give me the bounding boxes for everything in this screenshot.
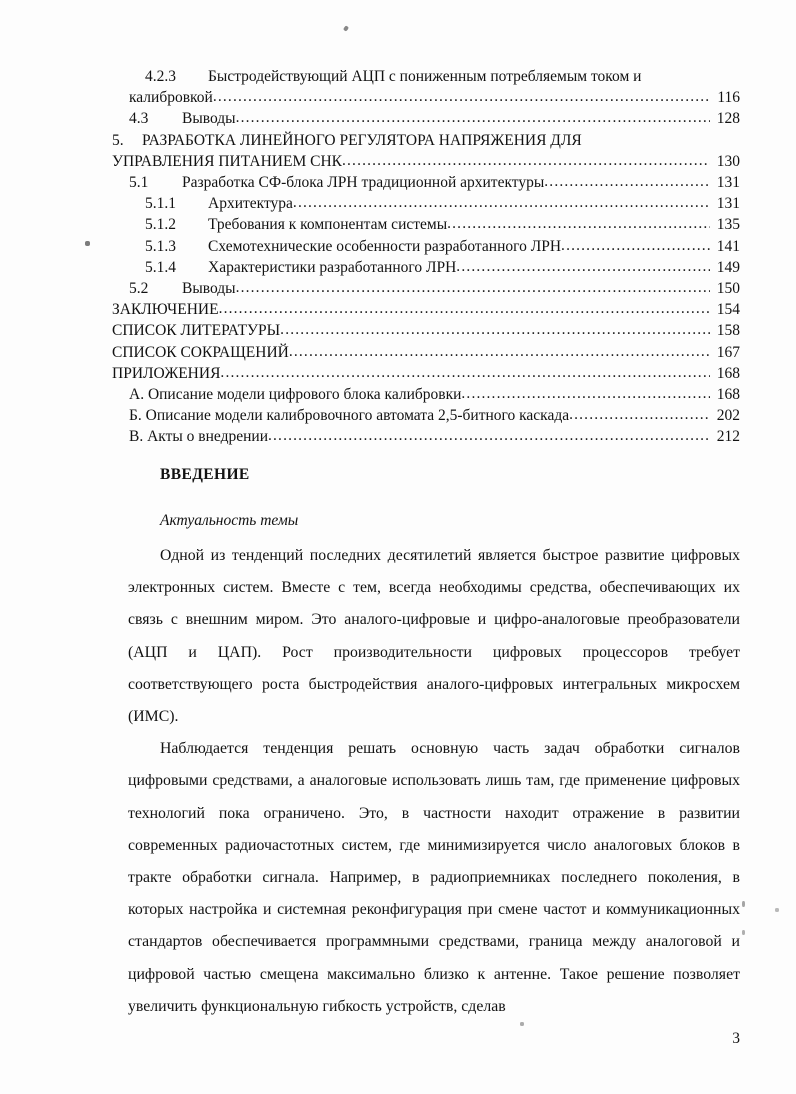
toc-entry-title: ПРИЛОЖЕНИЯ: [112, 364, 221, 382]
toc-entry[interactable]: [112, 66, 740, 87]
toc-entry-title: Характеристики разработанного ЛРН: [208, 258, 457, 276]
toc-entry-number: 5.1.3: [145, 237, 176, 255]
body-text: [128, 540, 740, 1023]
toc-entry-title: РАЗРАБОТКА ЛИНЕЙНОГО РЕГУЛЯТОРА НАПРЯЖЕНИЯ ДЛЯ: [142, 131, 582, 149]
toc-entry-title: Б. Описание модели калибровочного автомата 2,5-битного каскада: [129, 407, 570, 425]
subheading-relevance: Актуальность темы: [160, 512, 299, 529]
toc-entry-title: СПИСОК СОКРАЩЕНИЙ: [112, 343, 289, 361]
toc-leader-dots: [219, 298, 710, 319]
toc-entry-title: Схемотехнические особенности разработанного ЛРН: [208, 237, 562, 255]
toc-leader-dots: [280, 319, 710, 340]
toc-entry-title: СПИСОК ЛИТЕРАТУРЫ: [112, 322, 281, 340]
toc-leader-dots: [447, 213, 710, 234]
scan-speck: [85, 241, 90, 246]
section-heading-introduction: ВВЕДЕНИЕ: [160, 466, 250, 483]
toc-entry-title: УПРАВЛЕНИЯ ПИТАНИЕМ СНК: [112, 152, 342, 170]
scan-speck: [520, 1022, 524, 1026]
toc-entry-title: Выводы: [182, 280, 236, 298]
toc-leader-dots: [213, 86, 710, 107]
toc-leader-dots: [342, 150, 710, 171]
page-number: 3: [732, 1030, 740, 1047]
toc-page-number: 130: [716, 152, 740, 170]
toc-page-number: 150: [716, 280, 740, 298]
toc-entry[interactable]: [112, 363, 740, 384]
toc-entry-title: Выводы: [182, 110, 236, 128]
toc-entry-number: 5.1.4: [145, 258, 176, 276]
toc-entry-number: 4.2.3: [145, 68, 176, 85]
toc-entry-title: Требования к компонентам системы: [208, 216, 448, 234]
table-of-contents: [112, 66, 740, 448]
toc-entry-number: 5.2: [129, 280, 149, 298]
toc-entry-number: 5.: [112, 131, 124, 149]
toc-leader-dots: [236, 277, 710, 298]
toc-page-number: 141: [716, 237, 740, 255]
toc-leader-dots: [289, 341, 710, 362]
toc-entry-continuation[interactable]: [112, 87, 740, 108]
toc-entry[interactable]: [112, 214, 740, 235]
toc-page-number: 131: [716, 195, 740, 213]
toc-page-number: 154: [716, 301, 740, 319]
toc-entry[interactable]: [112, 172, 740, 193]
scan-speck: [742, 901, 745, 907]
toc-entry[interactable]: [112, 405, 740, 426]
toc-entry[interactable]: [112, 320, 740, 341]
body-paragraph: Наблюдается тенденция решать основную часть задач обработки сигналов цифровыми средствами, а аналоговые использовать лишь там, где применение цифровых технологий пока ограничено. Это, в частности находит отражение в развитии современных радиочастотных систем, где минимизируется число аналоговых блоков в тракте обработки сигнала. Например, в радиоприемниках последнего поколения, в которых настройка и системная реконфигурация при смене частот и коммуникационных стандартов обеспечивается программными средствами, граница между аналоговой и цифровой частью смещена максимально близко к антенне. Такое решение позволяет увеличить функциональную гибкость устройств, сделав: [128, 740, 740, 1015]
toc-page-number: 116: [717, 89, 740, 107]
toc-entry[interactable]: [112, 108, 740, 129]
toc-page-number: 131: [716, 174, 740, 192]
toc-entry[interactable]: [112, 384, 740, 405]
toc-entry-title: А. Описание модели цифрового блока калибровки: [129, 386, 462, 404]
toc-entry[interactable]: [112, 278, 740, 299]
toc-leader-dots: [544, 171, 710, 192]
scan-speck: [775, 908, 779, 912]
toc-leader-dots: [569, 404, 710, 425]
toc-page-number: 135: [716, 216, 740, 234]
toc-page-number: 212: [716, 428, 740, 446]
toc-page-number: 128: [716, 110, 740, 128]
toc-page-number: 168: [716, 364, 740, 382]
toc-leader-dots: [220, 362, 710, 383]
toc-leader-dots: [236, 107, 710, 128]
scan-speck: [343, 25, 349, 31]
toc-entry-title: ЗАКЛЮЧЕНИЕ: [112, 301, 219, 319]
toc-entry[interactable]: [112, 193, 740, 214]
toc-page-number: 158: [716, 322, 740, 340]
toc-entry-title: калибровкой: [129, 89, 213, 107]
toc-leader-dots: [561, 235, 710, 256]
toc-entry-title: В. Акты о внедрении: [129, 428, 268, 446]
toc-entry-continuation[interactable]: [112, 151, 740, 172]
scan-speck: [742, 930, 745, 935]
toc-entry-title: Архитектура: [208, 195, 293, 213]
toc-page-number: 202: [716, 407, 740, 425]
toc-entry-number: 5.1.2: [145, 216, 176, 234]
toc-leader-dots: [293, 192, 710, 213]
toc-entry[interactable]: [112, 257, 740, 278]
toc-entry[interactable]: [112, 130, 740, 151]
toc-entry-title: Быстродействующий АЦП с пониженным потребляемым током и: [208, 68, 642, 85]
toc-entry[interactable]: [112, 426, 740, 447]
toc-leader-dots: [461, 383, 710, 404]
toc-entry[interactable]: [112, 299, 740, 320]
body-paragraph: Одной из тенденций последних десятилетий является быстрое развитие цифровых электронных систем. Вместе с тем, всегда необходимы средства, обеспечивающих их связь с внешним миром. Это аналого-цифровые и цифро-аналоговые преобразователи (АЦП и ЦАП). Рост производительности цифровых процессоров требует соответствующего роста быстродействия аналого-цифровых интегральных микросхем (ИМС).: [128, 547, 740, 726]
toc-page-number: 149: [716, 258, 740, 276]
toc-entry[interactable]: [112, 236, 740, 257]
toc-leader-dots: [456, 256, 710, 277]
toc-entry-title: Разработка СФ-блока ЛРН традиционной архитектуры: [182, 174, 545, 192]
toc-entry-number: 5.1.1: [145, 195, 176, 213]
toc-leader-dots: [268, 425, 710, 446]
toc-entry-number: 4.3: [129, 110, 149, 128]
toc-page-number: 168: [716, 386, 740, 404]
toc-entry[interactable]: [112, 342, 740, 363]
toc-page-number: 167: [716, 343, 740, 361]
toc-entry-number: 5.1: [129, 174, 149, 192]
